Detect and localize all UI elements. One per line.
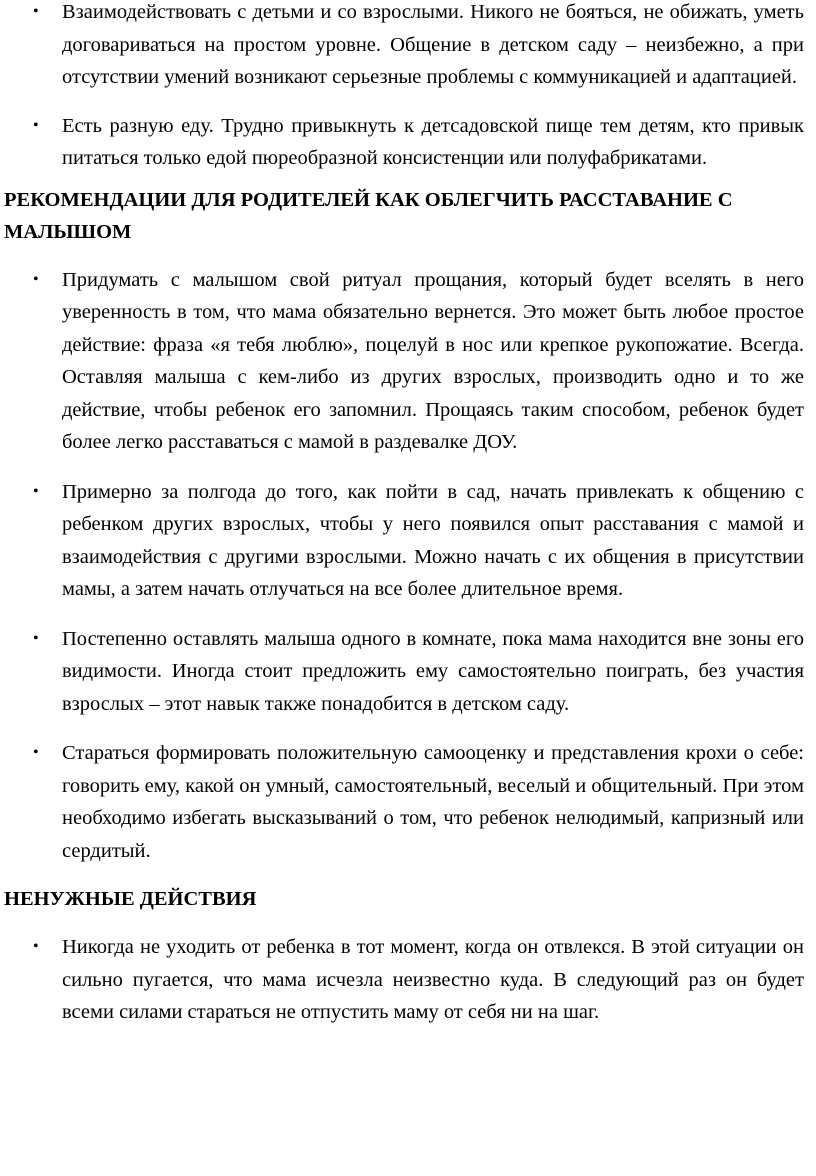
list-item: [4, 737, 812, 867]
bullet-icon: •: [33, 629, 39, 647]
list-item: [4, 0, 812, 94]
bullet-icon: •: [33, 744, 39, 761]
list-item: [4, 110, 812, 175]
bullet-icon: •: [33, 116, 39, 134]
bullet-icon: •: [33, 270, 39, 288]
list-item-text: Стараться формировать положительную самооценку и представления крохи о себе: говорить ему, какой он умный, самостоятельный, веселый и общительный. При этом необходимо избегать высказываний о том, что ребенок нелюдимый, капризный или сердитый.: [62, 742, 804, 862]
list-item-text: Никогда не уходить от ребенка в тот момент, когда он отвлекся. В этой ситуации он сильно пугается, что мама исчезла неизвестно куда. В следующий раз он будет всеми силами стараться не отпустить маму от себя ни на шаг.: [62, 936, 804, 1023]
list-item-text: Примерно за полгода до того, как пойти в сад, начать привлекать к общению с ребенком других взрослых, чтобы у него появился опыт расставания с мамой и взаимодействия с другими взрослыми. Можно начать с их общения в присутствии мамы, а затем начать отлучаться на все более длительное время.: [62, 480, 804, 600]
list-item: [4, 476, 812, 606]
bullet-icon: •: [33, 482, 39, 500]
bullet-list-unnecessary-actions: [4, 931, 812, 1029]
list-item-text: Постепенно оставлять малыша одного в комнате, пока мама находится вне зоны его видимости. Иногда стоит предложить ему самостоятельно поиграть, без участия взрослых – этот навык также понадобится в детском саду.: [62, 627, 804, 715]
section-heading-recommendations: РЕКОМЕНДАЦИИ ДЛЯ РОДИТЕЛЕЙ КАК ОБЛЕГЧИТЬ РАССТАВАНИЕ С МАЛЫШОМ: [4, 188, 733, 243]
list-item-text: Придумать с малышом свой ритуал прощания, который будет вселять в него уверенность в том, что мама обязательно вернется. Это может быть любое простое действие: фраза «я тебя люблю», поцелуй в нос или крепкое рукопожатие. Всегда. Оставляя малыша с кем-либо из других взрослых, производить одно и то же действие, чтобы ребенок его запомнил. Прощаясь таким способом, ребенок будет более легко расставаться с мамой в раздевалке ДОУ.: [62, 268, 804, 453]
list-item: [4, 264, 812, 459]
list-item: [4, 931, 812, 1029]
bullet-icon: •: [33, 938, 39, 955]
bullet-list-skills: [4, 0, 812, 175]
list-item: [4, 623, 812, 721]
list-item-text: Взаимодействовать с детьми и со взрослыми. Никого не бояться, не обижать, уметь договариваться на простом уровне. Общение в детском саду – неизбежно, а при отсутствии умений возникают серьезные проблемы с коммуникацией и адаптацией.: [62, 1, 804, 88]
section-heading-unnecessary-actions: НЕНУЖНЫЕ ДЕЙСТВИЯ: [4, 888, 257, 910]
bullet-list-recommendations: [4, 264, 812, 868]
bullet-icon: •: [33, 3, 39, 20]
list-item-text: Есть разную еду. Трудно привыкнуть к детсадовской пище тем детям, кто привык питаться только едой пюреобразной консистенции или полуфабрикатами.: [62, 114, 804, 169]
